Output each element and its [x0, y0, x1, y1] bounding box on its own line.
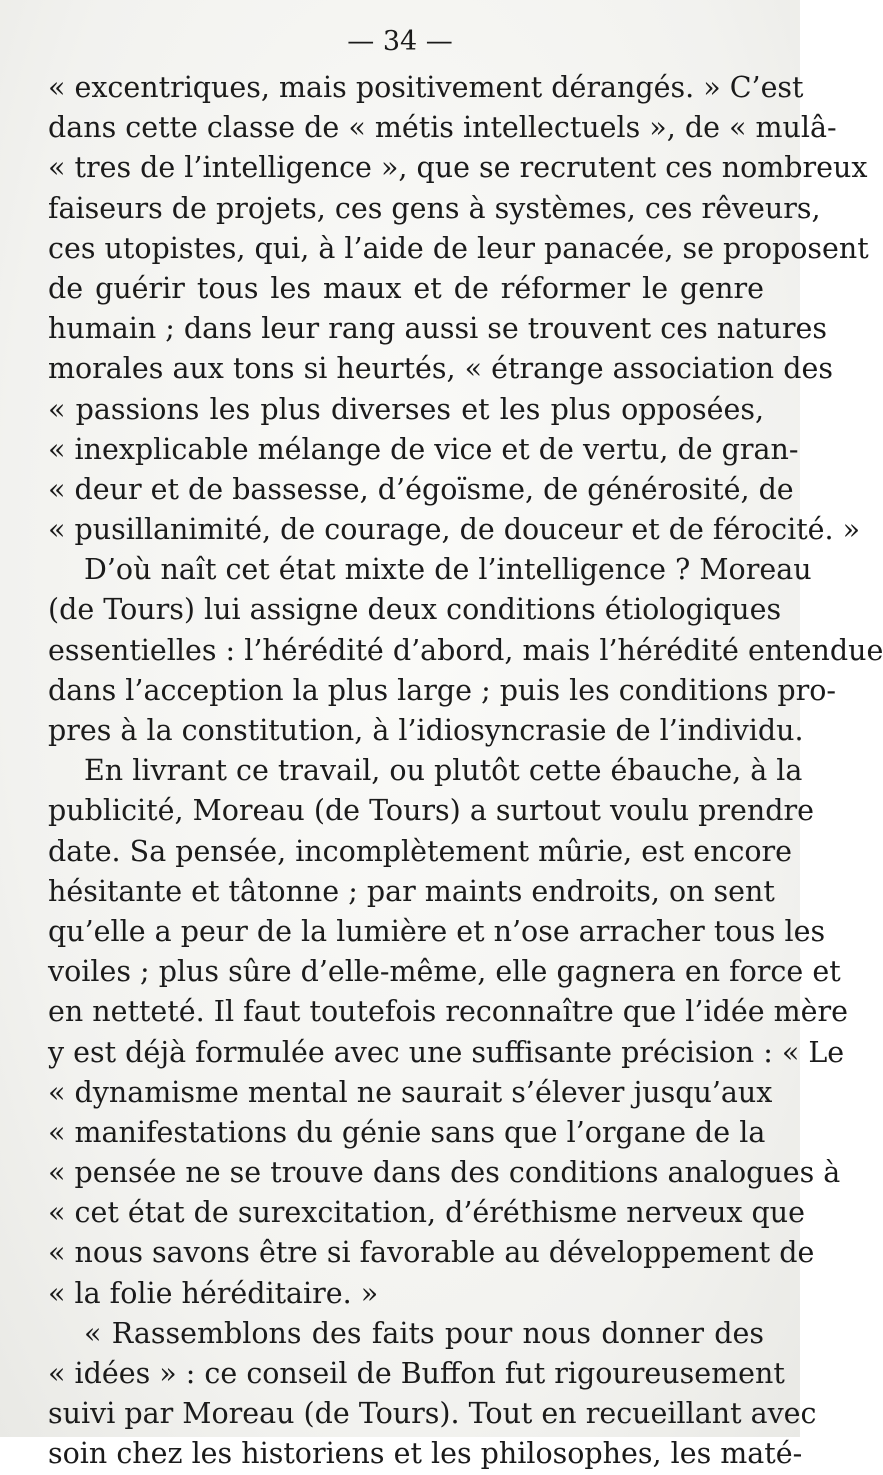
text-line: « manifestations du génie sans que l’organe de la: [48, 1115, 766, 1149]
text-line: y est déjà formulée avec une suffisante précision : « Le: [48, 1035, 845, 1069]
text-line: « la folie héréditaire. »: [48, 1276, 379, 1310]
text-line: voiles ; plus sûre d’elle-même, elle gagnera en force et: [48, 955, 841, 989]
text-line: hésitante et tâtonne ; par maints endroits, on sent: [48, 874, 775, 908]
text-line: humain ; dans leur rang aussi se trouvent ces natures: [48, 312, 828, 346]
text-line: date. Sa pensée, incomplètement mûrie, est encore: [48, 834, 793, 868]
text-line: essentielles : l’hérédité d’abord, mais l’hérédité entendue: [48, 633, 883, 667]
text-line: dans l’acception la plus large ; puis les conditions pro-: [48, 673, 837, 707]
page-number: — 34 —: [347, 26, 453, 57]
text-line: pres à la constitution, à l’idiosyncrasie de l’individu.: [48, 714, 804, 747]
text-line: qu’elle a peur de la lumière et n’ose arracher tous les: [48, 914, 826, 948]
text-line: « deur et de bassesse, d’égoïsme, de générosité, de: [48, 472, 794, 506]
text-line: « cet état de surexcitation, d’éréthisme nerveux que: [48, 1196, 806, 1230]
text-line: « pusillanimité, de courage, de douceur et de férocité. »: [48, 513, 861, 547]
text-line: « tres de l’intelligence », que se recrutent ces nombreux: [48, 151, 868, 185]
text-line: « dynamisme mental ne saurait s’élever jusqu’aux: [48, 1075, 773, 1109]
text-line: ces utopistes, qui, à l’aide de leur panacée, se proposent: [48, 231, 869, 265]
text-line: morales aux tons si heurtés, « étrange association des: [48, 352, 833, 386]
text-line: « pensée ne se trouve dans des conditions analogues à: [48, 1156, 841, 1190]
text-line: D’où naît cet état mixte de l’intelligence ? Moreau: [84, 553, 812, 587]
text-line: (de Tours) lui assigne deux conditions étiologiques: [48, 593, 782, 627]
text-line: « passions les plus diverses et les plus opposées,: [48, 392, 764, 426]
body-text: [48, 68, 883, 1475]
text-line: publicité, Moreau (de Tours) a surtout voulu prendre: [48, 794, 814, 828]
text-line: suivi par Moreau (de Tours). Tout en recueillant avec: [48, 1397, 817, 1431]
text-line: en netteté. Il faut toutefois reconnaître que l’idée mère: [48, 995, 849, 1029]
text-line: En livrant ce travail, ou plutôt cette ébauche, à la: [84, 754, 803, 788]
text-line: de guérir tous les maux et de réformer le genre: [48, 271, 764, 305]
text-line: soin chez les historiens et les philosophes, les maté-: [48, 1437, 803, 1471]
text-line: faiseurs de projets, ces gens à systèmes, ces rêveurs,: [48, 191, 821, 225]
text-line: « idées » : ce conseil de Buffon fut rigoureusement: [48, 1357, 785, 1390]
text-line: dans cette classe de « métis intellectuels », de « mulâ-: [48, 111, 837, 145]
text-line: « Rassemblons des faits pour nous donner des: [84, 1316, 764, 1350]
text-line: « excentriques, mais positivement dérangés. » C’est: [48, 71, 804, 104]
text-line: « nous savons être si favorable au développement de: [48, 1236, 815, 1270]
text-line: « inexplicable mélange de vice et de vertu, de gran-: [48, 432, 799, 466]
